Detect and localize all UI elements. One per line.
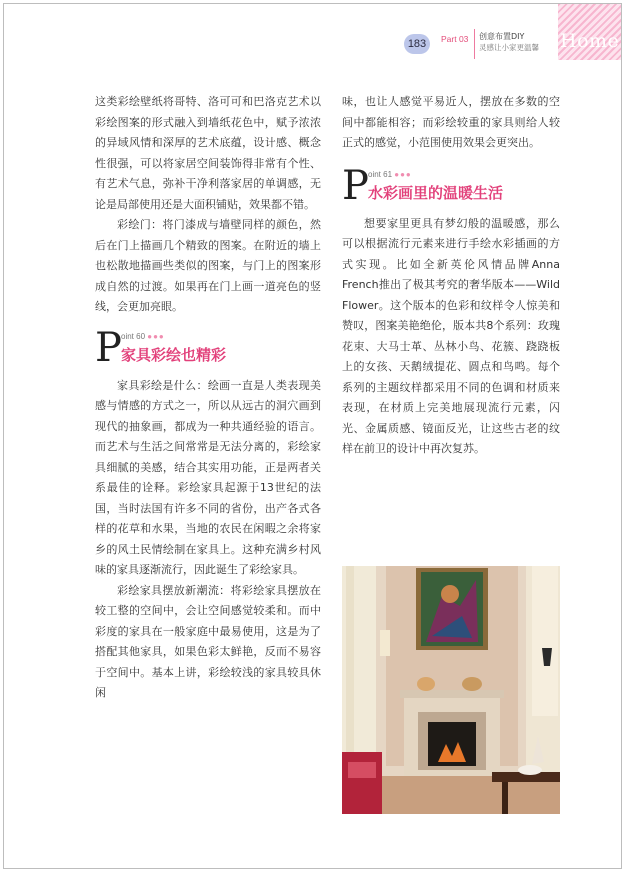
section-title: 创意布置DIY (479, 32, 525, 41)
fireplace-room-photo (342, 566, 560, 814)
point-letter: P (342, 162, 369, 209)
right-column (342, 92, 560, 460)
header-divider (474, 29, 475, 59)
part-label: Part 03 (441, 34, 469, 44)
point-60-heading (95, 324, 321, 372)
home-word: Home (560, 30, 620, 52)
paragraph: 想要家里更具有梦幻般的温暖感，那么可以根据流行元素来进行手绘水彩插画的方式实现。比如全新英伦风情品牌Anna French推出了极其考究的奢华版本——Wild Flower。这个版本的色彩和纹样令人惊美和赞叹，图案美艳绝伦，版本共8个系列：玫瑰花束、大马士革、丛林小鸟、花簇、跷跷板上的女孩、天鹅绒提花、圆点和鸟鸣。每个系列的主题纹样都采用不同的色调和材质来表现，在材质上完美地展现流行元素，闪光、金属质感、镜面反光，让这些古老的纹样在前卫的设计中再次复苏。 (342, 216, 560, 455)
paragraph: 彩绘家具摆放新潮流：将彩绘家具摆放在较工整的空间中，会让空间感觉较柔和。而中彩度的家具在一般家庭中最易使用，这是为了搭配其他家具，如果色彩太鲜艳，反而不易容于空间中。基本上讲，彩绘较浅的家具较具休闲 (95, 583, 321, 699)
page-number: 183 (404, 34, 430, 54)
point-number: oint 61 ●●● (368, 169, 412, 179)
section-subtitle: 灵感让小家更温馨 (479, 43, 539, 52)
point-61-heading (342, 162, 560, 210)
point-title: 家具彩绘也精彩 (121, 345, 227, 364)
dots-icon: ●●● (394, 169, 412, 179)
point-letter: P (95, 324, 122, 371)
photo-illustration (342, 566, 560, 814)
paragraph: 彩绘门：将门漆成与墙壁同样的颜色，然后在门上描画几个精致的图案。在附近的墙上也松散地描画些类似的图案，与门上的图案形成自然的过渡。如果再在门上画一道亮色的竖线，会更加亮眼。 (95, 218, 321, 313)
point-title: 水彩画里的温暖生活 (368, 183, 504, 202)
paragraph: 家具彩绘是什么：绘画一直是人类表现美感与情感的方式之一，所以从远古的洞穴画到现代的抽象画，都成为一种共通经验的语言。而艺术与生活之间常常是无法分离的，彩绘家具细腻的美感，结合其实用功能，正是两者关系最佳的诠释。彩绘家具起源于13世纪的法国，当时法国有许多不同的省份，出产各式各样的花草和水果，当地的农民在闲暇之余将家乡的风土民情绘制在家具上。这种充满乡村风味的家具逐渐流行，因此诞生了彩绘家具。 (95, 378, 321, 576)
left-column (95, 92, 321, 704)
paragraph: 味，也让人感觉平易近人，摆放在多数的空间中都能相容；而彩绘较重的家具则给人较正式的感觉，小范围使用效果会更突出。 (342, 95, 560, 149)
paragraph: 这类彩绘壁纸将哥特、洛可可和巴洛克艺术以彩绘图案的形式融入到墙纸花色中，赋予浓浓的异域风情和深厚的艺术底蕴，设计感、概念性很强，可以将家居空间装饰得非常有个性、有艺术气息，弥补干净利落家居的单调感，无论是局部使用还是大面积铺贴，效果都不错。 (95, 95, 321, 211)
point-number: oint 60 ●●● (121, 331, 165, 341)
dots-icon: ●●● (147, 331, 165, 341)
